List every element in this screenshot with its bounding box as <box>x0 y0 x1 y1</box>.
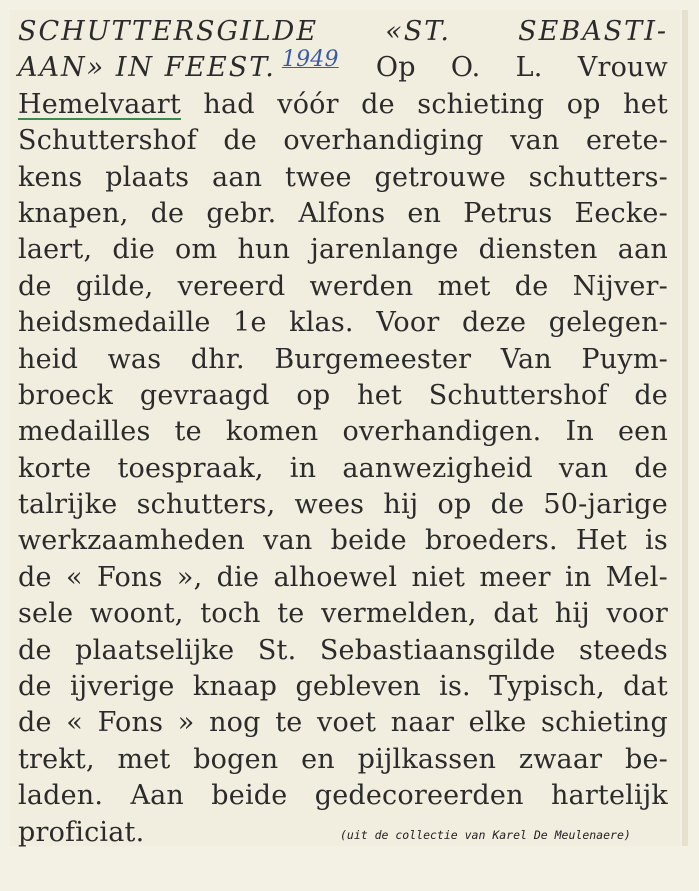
clipping-edge <box>682 10 688 846</box>
article-word: 50-jarige <box>543 489 668 521</box>
article-word: de <box>18 671 52 703</box>
article-word: trekt, <box>18 743 95 775</box>
article-word: alhoewel <box>273 561 398 593</box>
article-word: en <box>407 197 442 229</box>
article-line <box>18 232 668 268</box>
article-word: ijverige <box>69 671 175 703</box>
article-line <box>18 342 668 378</box>
article-word: sele <box>18 598 74 630</box>
article-word: gedecoreerden <box>314 780 524 812</box>
article-word: gilde, <box>75 270 154 302</box>
article-word: In <box>565 416 594 448</box>
headline-part-2: AAN» IN FEEST. <box>18 52 276 84</box>
article-line <box>18 742 668 778</box>
article-word: van <box>263 525 313 557</box>
article-word: klas. <box>289 307 354 339</box>
article-word: beide <box>211 780 288 812</box>
article-word: aanwezigheid <box>342 452 533 484</box>
article-word: naar <box>390 707 455 739</box>
article-word: te <box>277 598 305 630</box>
article-word: » <box>177 707 195 739</box>
article-word: gelegen- <box>548 307 668 339</box>
line-2-rest-word: L. <box>515 52 543 84</box>
article-word: St. <box>257 634 297 666</box>
article-word: broeck <box>18 379 114 411</box>
article-word: de <box>634 379 668 411</box>
article-word: getrouwe <box>374 161 506 193</box>
article-word: Puym- <box>581 343 668 375</box>
line-3-rest-word: op <box>566 88 601 120</box>
article-line-1 <box>18 14 668 50</box>
article-word: van <box>558 452 609 484</box>
article-line <box>18 123 668 159</box>
article-word: niet <box>411 561 466 593</box>
article-word: gevraagd <box>139 379 270 411</box>
article-word: op <box>296 379 331 411</box>
article-word: be- <box>624 743 668 775</box>
article-word: erete- <box>585 125 668 157</box>
article-word: zwaar <box>518 743 603 775</box>
article-word: broeders. <box>424 525 558 557</box>
article-word: de <box>18 270 52 302</box>
article-word: deze <box>461 307 527 339</box>
article-word: Aan <box>130 780 185 812</box>
article-line <box>18 523 668 559</box>
line-3-rest-word: vóór <box>277 88 339 120</box>
article-word: laert, <box>18 234 93 266</box>
line-3-rest-word: het <box>623 88 668 120</box>
article-word: gebr. <box>206 197 277 229</box>
article-line <box>18 160 668 196</box>
article-word: toch <box>200 598 261 630</box>
article-word: twee <box>285 161 352 193</box>
article-word: 1e <box>233 307 267 339</box>
article-word: was <box>107 343 162 375</box>
article-line <box>18 414 668 450</box>
article-word: medailles <box>18 416 151 448</box>
article-word: met <box>437 270 491 302</box>
headline-part-1-word: SEBASTI- <box>518 16 668 47</box>
article-word: te <box>174 416 202 448</box>
article-word: werden <box>309 270 414 302</box>
article-word: », <box>176 561 203 593</box>
article-word: steeds <box>578 634 668 666</box>
article-word: de <box>150 197 185 229</box>
article-word: beide <box>330 525 407 557</box>
article-word: te <box>275 707 303 739</box>
line-2-rest-word: Vrouw <box>577 52 668 84</box>
article-word: in <box>564 561 592 593</box>
article-word: Burgemeester <box>274 343 472 375</box>
article-word: Van <box>500 343 552 375</box>
article-word: nog <box>209 707 261 739</box>
article-word: hij <box>554 598 590 630</box>
article-word: Voor <box>376 307 440 339</box>
article-word: en <box>301 743 335 775</box>
article-word: met <box>117 743 171 775</box>
article-word: pijlkassen <box>357 743 497 775</box>
article-word: wees <box>294 489 365 521</box>
article-word: komen <box>225 416 319 448</box>
article-word: de <box>223 125 257 157</box>
article-word: gebleven <box>295 671 421 703</box>
article-word: een <box>618 416 668 448</box>
article-word: kens <box>18 161 83 193</box>
article-word: de <box>18 561 52 593</box>
article-word: vereerd <box>177 270 286 302</box>
article-word: heidsmedaille <box>18 307 211 339</box>
article-line <box>18 378 668 414</box>
underlined-word: Hemelvaart <box>18 88 181 120</box>
article-word: dat <box>493 598 539 630</box>
article-word: hartelijk <box>550 780 668 812</box>
article-word: talrijke <box>18 489 118 521</box>
article-word: knapen, <box>18 197 129 229</box>
article-word: om <box>175 234 218 266</box>
article-word: schieting <box>541 707 668 739</box>
article-word: « <box>66 707 83 739</box>
article-word: voor <box>606 598 668 630</box>
article-word: jarenlange <box>310 234 459 266</box>
article-word: dhr. <box>190 343 245 375</box>
article-word: knaap <box>192 671 278 703</box>
article-word: Mel- <box>605 561 668 593</box>
article-word: is. <box>439 671 471 703</box>
article-word: toespraak, <box>117 452 264 484</box>
article-word: elke <box>468 707 527 739</box>
article-word: Het <box>575 525 627 557</box>
article-word: woont, <box>89 598 184 630</box>
article-word: is <box>645 525 668 557</box>
article-line <box>18 596 668 632</box>
article-line <box>18 633 668 669</box>
article-word: hun <box>237 234 291 266</box>
line-2-rest-word: O. <box>450 52 481 84</box>
article-word: Nijver- <box>572 270 668 302</box>
last-line-text: proficiat. <box>18 816 145 848</box>
article-word: de <box>514 270 549 302</box>
article-word: de <box>18 707 52 739</box>
article-line <box>18 560 668 596</box>
article-word: Schuttershof <box>428 379 608 411</box>
article-word: « <box>65 561 83 593</box>
article-line <box>18 487 668 523</box>
article-word: de <box>490 489 525 521</box>
article-word: laden. <box>18 780 104 812</box>
article-text <box>18 14 668 851</box>
article-line <box>18 305 668 341</box>
article-word: die <box>112 234 155 266</box>
article-word: plaatselijke <box>75 634 235 666</box>
headline-line-2-group <box>18 47 341 86</box>
article-word: Alfons <box>298 197 386 229</box>
article-word: vermelden, <box>321 598 477 630</box>
article-word: meer <box>479 561 551 593</box>
article-word: in <box>289 452 317 484</box>
article-word: Fons <box>97 561 163 593</box>
article-word: op <box>437 489 472 521</box>
article-word: van <box>510 125 560 157</box>
headline-part-1-word: SCHUTTERSGILDE <box>18 16 319 47</box>
article-word: Petrus <box>463 197 553 229</box>
article-word: aan <box>212 161 263 193</box>
article-word: de <box>18 634 52 666</box>
article-word: Eecke- <box>574 197 668 229</box>
line-3-rest-word: schieting <box>417 88 545 120</box>
article-line-2 <box>18 47 668 86</box>
article-word: bogen <box>193 743 279 775</box>
article-word: Schuttershof <box>18 125 197 157</box>
article-word: dat <box>623 671 668 703</box>
article-line <box>18 451 668 487</box>
article-word: Fons <box>97 707 164 739</box>
article-word: schutters, <box>136 489 276 521</box>
article-line <box>18 269 668 305</box>
year-annotation: 1949 <box>281 47 339 73</box>
article-word: plaats <box>105 161 190 193</box>
article-line <box>18 196 668 232</box>
article-word: die <box>216 561 260 593</box>
line-3-rest-word: de <box>361 88 395 120</box>
article-line <box>18 778 668 814</box>
headline-part-1-word: «ST. <box>385 16 451 47</box>
article-word: hij <box>383 489 419 521</box>
article-line <box>18 669 668 705</box>
line-3-rest-word: had <box>203 88 255 120</box>
article-word: werkzaamheden <box>18 525 245 557</box>
article-line <box>18 705 668 741</box>
article-word: korte <box>18 452 92 484</box>
article-word: het <box>357 379 402 411</box>
line-2-rest-word: Op <box>375 52 416 84</box>
article-word: Sebastiaansgilde <box>319 634 556 666</box>
article-word: de <box>634 452 668 484</box>
article-word: aan <box>617 234 668 266</box>
article-line-3 <box>18 87 668 123</box>
article-word: overhandigen. <box>342 416 542 448</box>
collection-credit: (uit de collectie van Karel De Meulenaere) <box>340 828 631 842</box>
article-word: schutters- <box>528 161 668 193</box>
article-word: voet <box>317 707 377 739</box>
article-word: Typisch, <box>489 671 605 703</box>
article-word: heid <box>18 343 79 375</box>
article-word: overhandiging <box>283 125 484 157</box>
article-body-lines <box>18 123 668 814</box>
article-word: diensten <box>478 234 598 266</box>
